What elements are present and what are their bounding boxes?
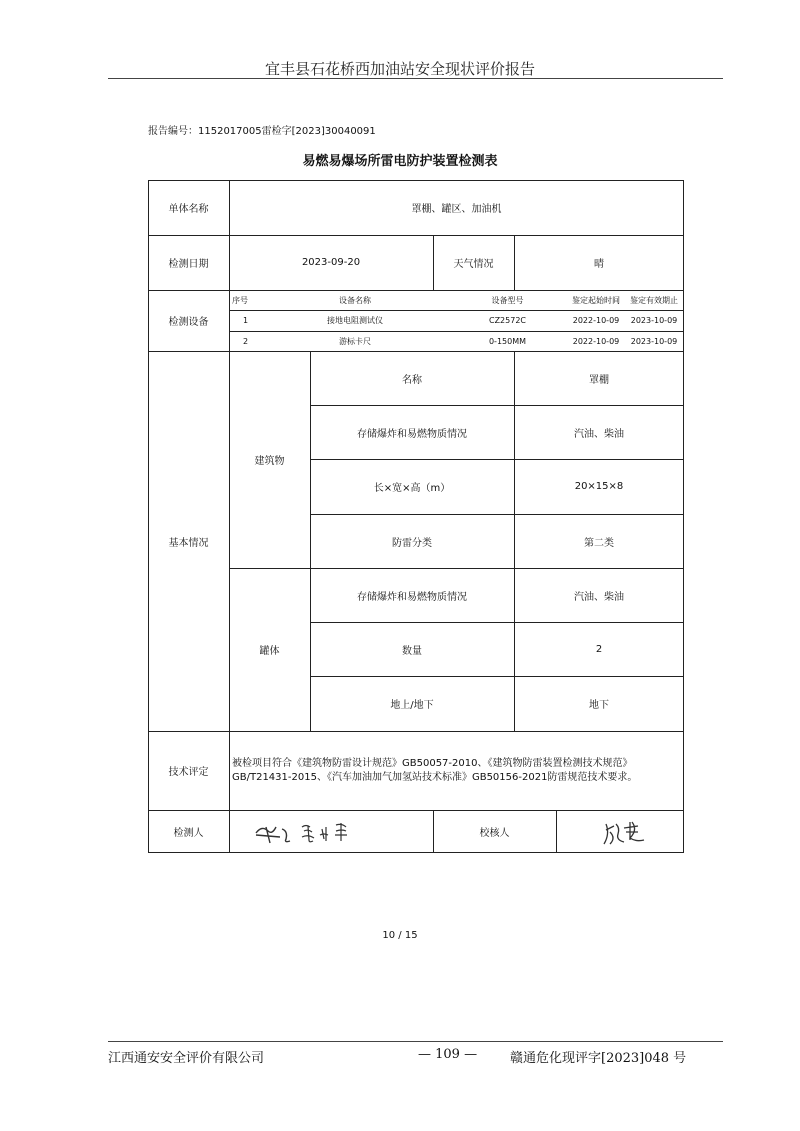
header-rule [108, 78, 723, 79]
reviewer-label: 校核人 [479, 828, 510, 839]
reviewer-signature [600, 814, 660, 848]
report-number: 报告编号：1152017005雷检字[2023]30040091 [148, 126, 376, 137]
equipment-header-end: 鉴定有效期止 [630, 295, 678, 305]
building-value: 罩棚 [589, 374, 609, 386]
building-value: 第二类 [584, 537, 614, 549]
page-header-title: 宜丰县石花桥西加油站安全现状评价报告 [264, 60, 535, 78]
tank-field: 数量 [402, 645, 422, 657]
equipment-header-start: 鉴定起始时间 [572, 295, 620, 305]
tech-eval-label: 技术评定 [168, 767, 209, 778]
building-field: 存储爆炸和易燃物质情况 [357, 428, 467, 440]
equipment-row-model: CZ2572C [488, 316, 526, 325]
footer-company: 江西通安安全评价有限公司 [108, 1051, 265, 1066]
table-title: 易燃易爆场所雷电防护装置检测表 [302, 154, 498, 169]
equipment-row-no: 2 [243, 336, 249, 346]
page-indicator: 10 / 15 [382, 930, 418, 941]
equipment-row-start: 2022-10-09 [572, 316, 620, 325]
equipment-row-model: 0-150MM [488, 336, 527, 346]
building-field: 防雷分类 [392, 537, 432, 549]
equipment-row-name: 游标卡尺 [339, 336, 371, 346]
column-divider [556, 810, 557, 853]
footer-doc-code: 赣通危化现评字[2023]048 号 [510, 1051, 687, 1066]
equipment-row-start: 2022-10-09 [572, 336, 620, 346]
inspector-label: 检测人 [173, 828, 204, 839]
tank-value: 地下 [589, 700, 609, 711]
tank-value: 汽油、柴油 [574, 591, 624, 603]
tank-field: 地上/地下 [390, 700, 434, 711]
building-field: 长×宽×高（m） [373, 483, 451, 494]
equipment-row-end: 2023-10-09 [630, 336, 678, 346]
equipment-row-end: 2023-10-09 [630, 316, 678, 325]
footer-page-number: — 109 — [418, 1047, 478, 1062]
building-label: 建筑物 [254, 456, 285, 467]
tank-field: 存储爆炸和易燃物质情况 [357, 591, 467, 603]
equipment-header-name: 设备名称 [339, 295, 371, 305]
unit-name-value: 罩棚、罐区、加油机 [411, 204, 502, 215]
basic-info-label: 基本情况 [168, 537, 209, 549]
equipment-row-name: 接地电阻测试仪 [327, 316, 383, 325]
building-field: 名称 [402, 374, 422, 386]
inspector-signature [250, 815, 360, 849]
equipment-header-model: 设备型号 [491, 295, 524, 305]
weather-label: 天气情况 [453, 259, 494, 270]
tech-eval-text: 被检项目符合《建筑物防雷设计规范》GB50057-2010、《建筑物防雷装置检测技术规范》GB/T21431-2015、《汽车加油加气加氢站技术标准》GB50156-2021防雷规范技术要求。 [232, 758, 638, 783]
footer-rule [108, 1041, 723, 1042]
tank-value: 2 [595, 643, 603, 655]
date-value: 2023-09-20 [301, 257, 361, 268]
equipment-label: 检测设备 [168, 317, 209, 328]
weather-value: 晴 [594, 259, 604, 270]
building-value: 汽油、柴油 [574, 428, 624, 440]
building-value: 20×15×8 [574, 481, 624, 492]
unit-name-label: 单体名称 [168, 204, 209, 215]
equipment-header-no: 序号 [232, 295, 248, 305]
tank-label: 罐体 [259, 646, 280, 657]
date-label: 检测日期 [168, 259, 209, 270]
equipment-row-no: 1 [243, 316, 249, 325]
